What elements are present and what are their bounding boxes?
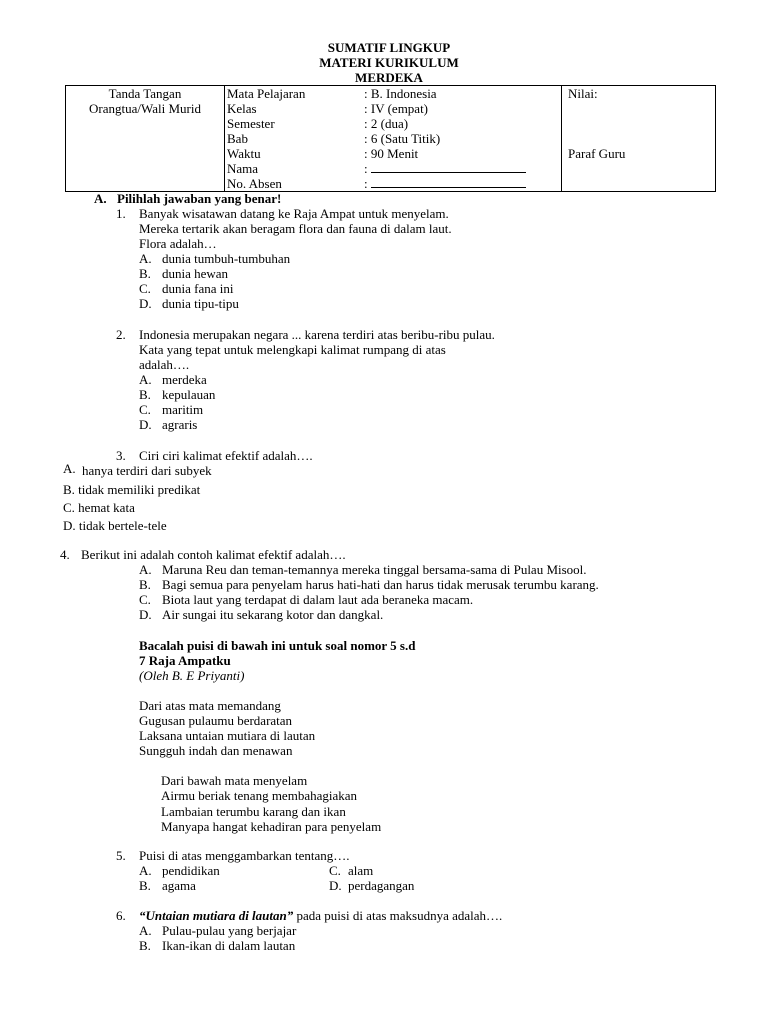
info-label: Mata Pelajaran xyxy=(227,86,306,101)
q4-option-c: Biota laut yang terdapat di dalam laut ada beraneka macam. xyxy=(162,592,474,607)
q6-option-letter: A. xyxy=(139,923,152,938)
q3-option-c: hemat kata xyxy=(78,500,135,515)
question-5-number: 5. xyxy=(116,848,126,863)
q4-option-b: Bagi semua para penyelam harus hati-hati dan harus tidak merusak terumbu karang. xyxy=(162,577,599,592)
q2-option-letter: A. xyxy=(139,372,152,387)
absen-field[interactable] xyxy=(371,176,526,188)
question-4-text: Berikut ini adalah contoh kalimat efektif adalah…. xyxy=(81,547,346,562)
q6-option-letter: B. xyxy=(139,938,151,953)
info-value: : 90 Menit xyxy=(364,146,419,161)
question-4-number: 4. xyxy=(60,547,70,562)
q5-option-letter: D. xyxy=(329,878,342,893)
name-field[interactable] xyxy=(371,161,526,173)
info-value: : B. Indonesia xyxy=(364,86,437,101)
poem-line: Gugusan pulaumu berdaratan xyxy=(139,713,293,728)
q5-option-d: perdagangan xyxy=(348,878,415,893)
q2-option-a: merdeka xyxy=(162,372,207,387)
q5-option-letter: C. xyxy=(329,863,341,878)
question-1-line: Mereka tertarik akan beragam flora dan fauna di dalam laut. xyxy=(139,221,452,236)
info-row-absen xyxy=(225,176,561,191)
question-2-line: adalah…. xyxy=(139,357,190,372)
info-value: : IV (empat) xyxy=(364,101,429,116)
question-5-text: Puisi di atas menggambarkan tentang…. xyxy=(139,848,350,863)
info-label: Nama xyxy=(227,161,259,176)
info-row-time xyxy=(225,146,561,161)
header-table xyxy=(65,85,716,192)
q5-option-a: pendidikan xyxy=(162,863,220,878)
poem-instruction-line-1: Bacalah puisi di bawah ini untuk soal nomor 5 s.d xyxy=(139,638,416,653)
title-line-2: MATERI KURIKULUM xyxy=(319,55,459,70)
info-cell xyxy=(225,86,562,192)
title-line-3: MERDEKA xyxy=(355,70,423,85)
info-value: : xyxy=(364,161,368,176)
q2-option-d: agraris xyxy=(162,417,198,432)
question-1-number: 1. xyxy=(116,206,126,221)
q5-option-letter: A. xyxy=(139,863,152,878)
q6-option-a: Pulau-pulau yang berjajar xyxy=(162,923,297,938)
poem-line: Dari atas mata memandang xyxy=(139,698,281,713)
q2-option-letter: B. xyxy=(139,387,151,402)
section-a-marker: A. xyxy=(94,191,107,206)
question-6-text xyxy=(139,908,502,923)
q1-option-c: dunia fana ini xyxy=(162,281,234,296)
q1-option-b: dunia hewan xyxy=(162,266,229,281)
q3-option-letter: A. xyxy=(63,461,76,476)
q2-option-c: maritim xyxy=(162,402,204,417)
info-row-name xyxy=(225,161,561,176)
question-6-number: 6. xyxy=(116,908,126,923)
q5-option-letter: B. xyxy=(139,878,151,893)
question-3-number: 3. xyxy=(116,448,126,463)
info-value: : 2 (dua) xyxy=(364,116,409,131)
q4-option-d: Air sungai itu sekarang kotor dan dangkal. xyxy=(162,607,384,622)
info-label: No. Absen xyxy=(227,176,282,191)
q1-option-d: dunia tipu-tipu xyxy=(162,296,239,311)
nilai-label: Nilai: xyxy=(568,86,598,101)
question-2-line: Indonesia merupakan negara ... karena terdiri atas beribu-ribu pulau. xyxy=(139,327,495,342)
q2-option-b: kepulauan xyxy=(162,387,216,402)
q5-option-b: agama xyxy=(162,878,196,893)
title-line-1: SUMATIF LINGKUP xyxy=(327,40,451,55)
info-row-semester xyxy=(225,116,561,131)
question-3-text: Ciri ciri kalimat efektif adalah…. xyxy=(139,448,313,463)
poem-line: Airmu beriak tenang membahagiakan xyxy=(161,788,358,803)
info-value: : xyxy=(364,176,368,191)
poem-author: (Oleh B. E Priyanti) xyxy=(139,668,245,683)
q2-option-letter: D. xyxy=(139,417,152,432)
q3-option-d: tidak bertele-tele xyxy=(78,518,167,533)
signature-cell xyxy=(66,86,225,192)
q3-option-b: tidak memiliki predikat xyxy=(78,482,201,497)
poem-line: Laksana untaian mutiara di lautan xyxy=(139,728,316,743)
info-label: Waktu xyxy=(227,146,261,161)
info-row-class xyxy=(225,101,561,116)
info-label: Semester xyxy=(227,116,275,131)
q1-option-letter: A. xyxy=(139,251,152,266)
poem-line: Lambaian terumbu karang dan ikan xyxy=(161,804,346,819)
poem-line: Manyapa hangat kehadiran para penyelam xyxy=(161,819,382,834)
info-row-subject xyxy=(225,86,561,101)
q2-option-letter: C. xyxy=(139,402,151,417)
q3-option-letter: C. xyxy=(63,500,75,515)
q3-option-letter: D. xyxy=(63,518,76,533)
q6-option-b: Ikan-ikan di dalam lautan xyxy=(162,938,296,953)
question-2-number: 2. xyxy=(116,327,126,342)
q4-option-a: Maruna Reu dan teman-temannya mereka tinggal bersama-sama di Pulau Misool. xyxy=(162,562,587,577)
question-1-line: Banyak wisatawan datang ke Raja Ampat untuk menyelam. xyxy=(139,206,449,221)
grade-cell xyxy=(562,86,716,192)
info-label: Kelas xyxy=(227,101,257,116)
info-row-chapter xyxy=(225,131,561,146)
signature-label-2: Orangtua/Wali Murid xyxy=(89,101,201,116)
question-6-quote: “Untaian mutiara di lautan” xyxy=(139,908,294,923)
q4-option-letter: C. xyxy=(139,592,151,607)
q1-option-a: dunia tumbuh-tumbuhan xyxy=(162,251,291,266)
q5-option-c: alam xyxy=(348,863,374,878)
section-a-heading: Pilihlah jawaban yang benar! xyxy=(117,191,282,206)
q4-option-letter: D. xyxy=(139,607,152,622)
poem-instruction-line-2: 7 Raja Ampatku xyxy=(139,653,231,668)
q1-option-letter: C. xyxy=(139,281,151,296)
question-6-rest: pada puisi di atas maksudnya adalah…. xyxy=(293,908,503,923)
poem-line: Dari bawah mata menyelam xyxy=(161,773,308,788)
signature-label-1: Tanda Tangan xyxy=(108,86,182,101)
paraf-guru-label: Paraf Guru xyxy=(568,146,626,161)
q3-option-letter: B. xyxy=(63,482,75,497)
info-label: Bab xyxy=(227,131,248,146)
q1-option-letter: B. xyxy=(139,266,151,281)
question-2-line: Kata yang tepat untuk melengkapi kalimat rumpang di atas xyxy=(139,342,446,357)
q3-option-a: hanya terdiri dari subyek xyxy=(82,463,212,478)
q4-option-letter: B. xyxy=(139,577,151,592)
q1-option-letter: D. xyxy=(139,296,152,311)
poem-line: Sungguh indah dan menawan xyxy=(139,743,293,758)
question-1-line: Flora adalah… xyxy=(139,236,217,251)
info-value: : 6 (Satu Titik) xyxy=(364,131,441,146)
q4-option-letter: A. xyxy=(139,562,152,577)
